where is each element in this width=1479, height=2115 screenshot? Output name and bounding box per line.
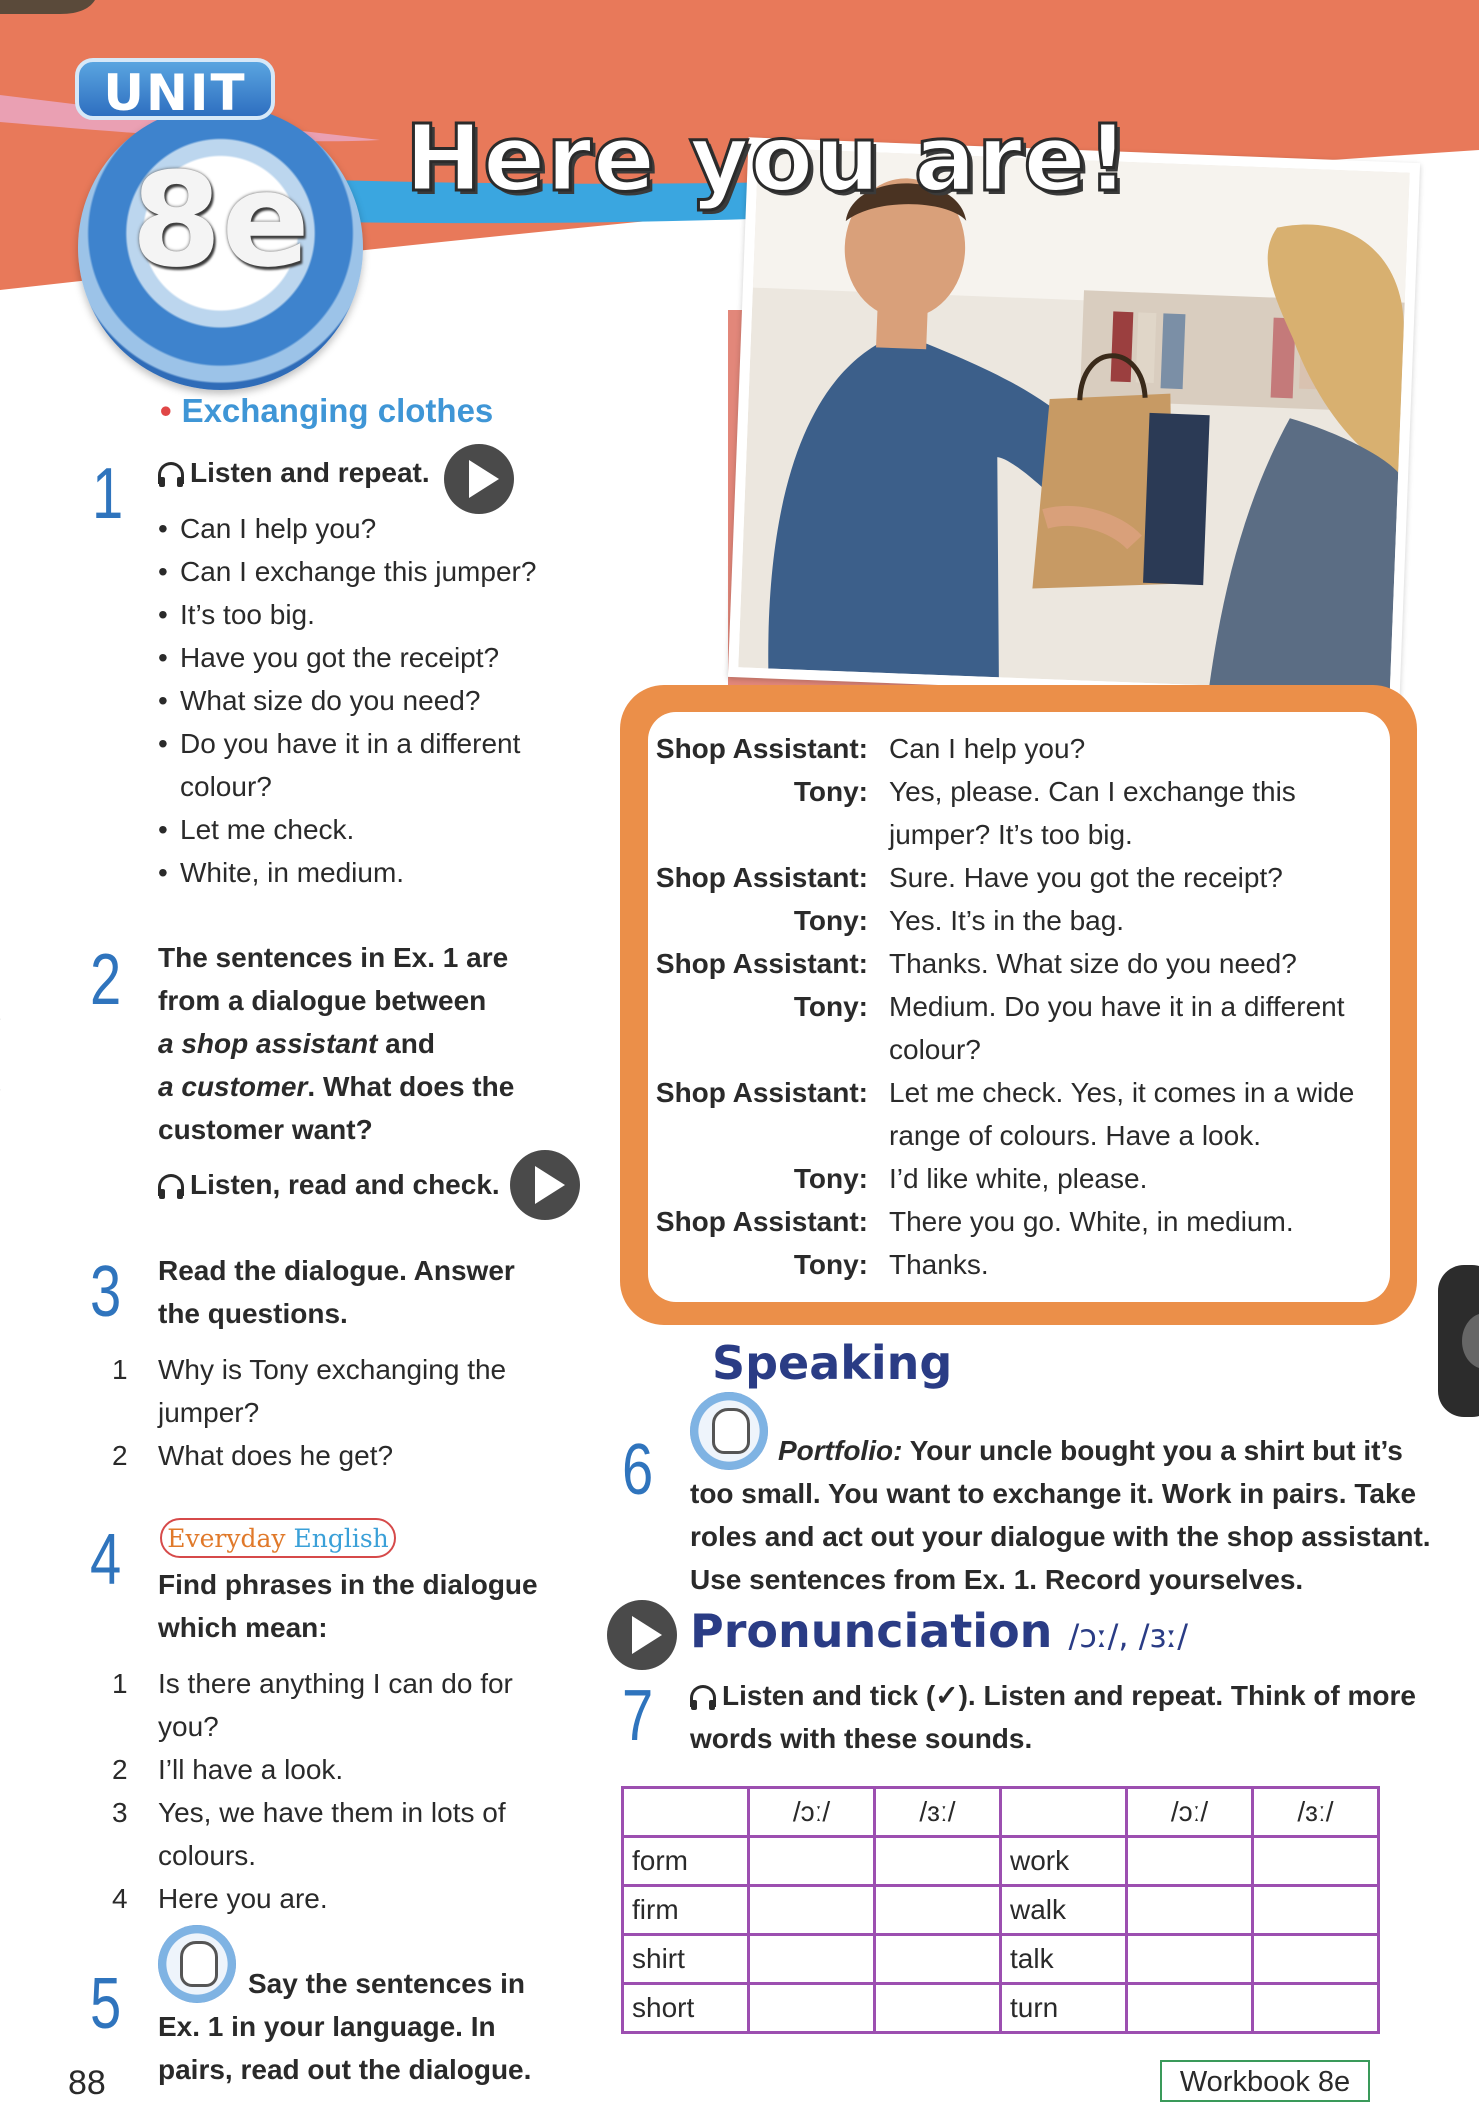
ex3-line: the questions.	[158, 1298, 348, 1329]
question-text: jumper?	[158, 1397, 260, 1428]
side-drawer-handle[interactable]	[1438, 1265, 1479, 1417]
dialogue-line: range of colours. Have a look.	[889, 1120, 1261, 1151]
dialogue-line: Sure. Have you got the receipt?	[889, 862, 1283, 893]
tick-cell[interactable]	[1127, 1837, 1253, 1886]
dialogue-speaker: Tony:	[793, 1249, 868, 1280]
item-number: 4	[112, 1883, 128, 1914]
word-cell: turn	[1001, 1984, 1127, 2033]
tick-cell[interactable]	[1253, 1886, 1379, 1935]
topic-heading: • Exchanging clothes	[160, 392, 494, 429]
pronunciation-heading	[690, 1604, 1188, 1658]
ex6-line	[778, 1429, 1403, 1472]
speaking-heading: Speaking	[712, 1336, 953, 1390]
dialogue-line: Let me check. Yes, it comes in a wide	[889, 1077, 1355, 1108]
word-cell: shirt	[623, 1935, 749, 1984]
ex1-instruction-text: Listen and repeat.	[190, 457, 430, 488]
table-row	[623, 1984, 1379, 2033]
tick-cell[interactable]	[1253, 1984, 1379, 2033]
tick-cell[interactable]	[1127, 1886, 1253, 1935]
dialogue-speaker: Shop Assistant:	[655, 862, 868, 893]
table-row	[623, 1886, 1379, 1935]
dialogue-speaker: Tony:	[793, 991, 868, 1022]
ex5-line: pairs, read out the dialogue.	[158, 2054, 532, 2085]
item-text: Is there anything I can do for	[158, 1668, 513, 1699]
exercise-number: 2	[90, 940, 122, 1020]
table-header-cell	[1001, 1788, 1127, 1837]
ex2-emphasis: a customer	[158, 1071, 308, 1102]
tick-cell[interactable]	[875, 1837, 1001, 1886]
ex2-line: The sentences in Ex. 1 are	[158, 942, 509, 973]
item-text: Here you are.	[158, 1883, 328, 1914]
previous-page-icon[interactable]	[0, 1017, 36, 1092]
page-number: 88	[68, 2064, 106, 2102]
dialogue-speaker: Shop Assistant:	[655, 948, 868, 979]
workbook-reference: Workbook 8e	[1160, 2060, 1370, 2102]
dialogue-line: Thanks. What size do you need?	[889, 948, 1297, 979]
exercise-number: 1	[92, 454, 124, 534]
tick-cell[interactable]	[749, 1935, 875, 1984]
ex6-line: too small. You want to exchange it. Work in pairs. Take	[690, 1478, 1417, 1509]
word-cell: talk	[1001, 1935, 1127, 1984]
ex5-line: Ex. 1 in your language. In	[158, 2011, 496, 2042]
headphones-icon	[158, 1174, 184, 1196]
dialogue-speaker: Shop Assistant:	[655, 1206, 868, 1237]
everyday-english-badge	[160, 1518, 396, 1558]
exercise-number: 6	[622, 1430, 654, 1510]
table-header-cell: /ɜː/	[1253, 1788, 1379, 1837]
word-cell: firm	[623, 1886, 749, 1935]
tick-cell[interactable]	[1127, 1984, 1253, 2033]
dialogue-line: jumper? It’s too big.	[889, 819, 1133, 850]
ex6-text: Your uncle bought you a shirt but it’s	[909, 1435, 1403, 1466]
item-text: you?	[158, 1711, 219, 1742]
item-text: colours.	[158, 1840, 257, 1871]
tick-cell[interactable]	[749, 1837, 875, 1886]
ex2-line	[158, 1065, 514, 1108]
exercise-number: 3	[90, 1252, 122, 1332]
table-header-cell	[623, 1788, 749, 1837]
word-cell: walk	[1001, 1886, 1127, 1935]
item-number: 2	[112, 1754, 128, 1785]
play-audio-button[interactable]	[607, 1600, 677, 1670]
dialogue-speaker: Tony:	[793, 905, 868, 936]
table-row	[623, 1837, 1379, 1886]
ex1-instruction	[158, 451, 430, 494]
ex2-line: customer want?	[158, 1114, 373, 1145]
dialogue-line: Can I help you?	[889, 733, 1086, 764]
table-header-cell: /ɔː/	[749, 1788, 875, 1837]
headphones-icon	[158, 462, 184, 484]
item-number: 1	[112, 1668, 128, 1699]
ex7-line: words with these sounds.	[690, 1723, 1033, 1754]
tick-cell[interactable]	[875, 1984, 1001, 2033]
list-item: • Can I exchange this jumper?	[180, 550, 536, 593]
tick-cell[interactable]	[749, 1886, 875, 1935]
tick-cell[interactable]	[875, 1886, 1001, 1935]
speaking-portfolio-icon	[158, 1925, 236, 2003]
ex4-line: which mean:	[158, 1612, 328, 1643]
question-text: What does he get?	[158, 1440, 394, 1471]
dialogue-speaker: Shop Assistant:	[655, 733, 868, 764]
dialogue-speaker: Tony:	[793, 1163, 868, 1194]
exercise-number: 4	[90, 1520, 122, 1600]
word-cell: form	[623, 1837, 749, 1886]
pronunciation-table	[621, 1786, 1380, 2034]
table-header-cell: /ɜː/	[875, 1788, 1001, 1837]
shop-photo	[728, 137, 1420, 702]
ex4-line: Find phrases in the dialogue	[158, 1569, 538, 1600]
ex2-text: . What does the	[307, 1071, 515, 1102]
question-number: 1	[112, 1354, 128, 1385]
pronunciation-title: Pronunciation	[690, 1604, 1053, 1658]
ex7-text: Listen and tick (✓). Listen and repeat. Think of more	[722, 1680, 1416, 1711]
question-number: 2	[112, 1440, 128, 1471]
ex2-emphasis: a shop assistant	[158, 1028, 378, 1059]
portfolio-label: Portfolio:	[778, 1435, 903, 1466]
dialogue-line: Thanks.	[889, 1249, 989, 1280]
dialogue-line: There you go. White, in medium.	[889, 1206, 1294, 1237]
exercise-number: 7	[622, 1676, 654, 1756]
list-item: • Can I help you?	[180, 507, 376, 550]
play-audio-button[interactable]	[444, 444, 514, 514]
ex5-line: Say the sentences in	[248, 1968, 526, 1999]
ex2-listen-instruction	[158, 1163, 500, 1206]
ex6-line: Use sentences from Ex. 1. Record yourselves.	[690, 1564, 1304, 1595]
list-item: • Have you got the receipt?	[180, 636, 499, 679]
dialogue-line: colour?	[889, 1034, 981, 1065]
ex2-line: from a dialogue between	[158, 985, 487, 1016]
play-audio-button[interactable]	[510, 1150, 580, 1220]
tick-cell[interactable]	[1253, 1935, 1379, 1984]
dialogue-line: Yes, please. Can I exchange this	[889, 776, 1296, 807]
question-text: Why is Tony exchanging the	[158, 1354, 507, 1385]
list-item-continued: colour?	[180, 771, 272, 802]
ex2-text: and	[377, 1028, 435, 1059]
item-number: 3	[112, 1797, 128, 1828]
page-title: Here you are!	[405, 105, 1130, 212]
ex7-line	[690, 1674, 1416, 1717]
unit-label: UNIT	[75, 58, 275, 120]
badge-word: Everyday	[167, 1524, 286, 1553]
dialogue-speaker: Tony:	[793, 776, 868, 807]
ex2-listen-text: Listen, read and check.	[190, 1169, 500, 1200]
table-header-cell: /ɔː/	[1127, 1788, 1253, 1837]
headphones-icon	[690, 1685, 716, 1707]
dialogue-speaker: Shop Assistant:	[655, 1077, 868, 1108]
tick-cell[interactable]	[749, 1984, 875, 2033]
ex3-line: Read the dialogue. Answer	[158, 1255, 515, 1286]
table-row	[623, 1935, 1379, 1984]
list-item: • It’s too big.	[180, 593, 315, 636]
list-item: • Let me check.	[180, 808, 354, 851]
table-header-row	[623, 1788, 1379, 1837]
item-text: I’ll have a look.	[158, 1754, 344, 1785]
list-item: • Do you have it in a different	[180, 722, 520, 765]
exercise-number: 5	[90, 1964, 122, 2044]
unit-number: 8e	[131, 144, 310, 296]
badge-word: English	[293, 1524, 389, 1553]
dialogue-line: Yes. It’s in the bag.	[889, 905, 1125, 936]
ex2-line	[158, 1022, 435, 1065]
pronunciation-sounds: /ɔː/, /ɜː/	[1068, 1617, 1189, 1655]
tick-cell[interactable]	[1253, 1837, 1379, 1886]
word-cell: work	[1001, 1837, 1127, 1886]
topic-label: Exchanging clothes	[181, 392, 494, 429]
tick-cell[interactable]	[1127, 1935, 1253, 1984]
tick-cell[interactable]	[875, 1935, 1001, 1984]
dialogue-line: I’d like white, please.	[889, 1163, 1148, 1194]
item-text: Yes, we have them in lots of	[158, 1797, 506, 1828]
dialogue-line: Medium. Do you have it in a different	[889, 991, 1345, 1022]
word-cell: short	[623, 1984, 749, 2033]
list-item: • White, in medium.	[180, 851, 404, 894]
ex6-line: roles and act out your dialogue with the shop assistant.	[690, 1521, 1431, 1552]
speaking-portfolio-icon	[690, 1392, 768, 1470]
list-item: • What size do you need?	[180, 679, 480, 722]
